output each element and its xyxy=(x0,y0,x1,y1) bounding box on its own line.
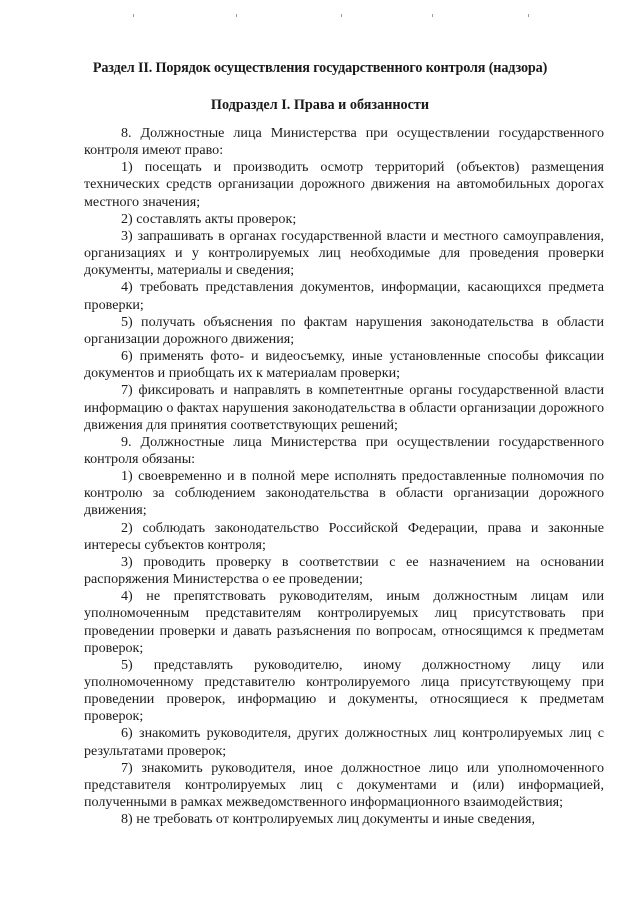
paragraph: 3) проводить проверку в соответствии с ее назначением на основании распоряжения Министерства о ее проведении; xyxy=(84,553,604,588)
paragraph: 6) применять фото- и видеосъемку, иные установленные способы фиксации документов и приобщать их к материалам проверки; xyxy=(84,348,604,382)
paragraph: 4) не препятствовать руководителям, иным должностным лицам или уполномоченным представителям контролируемых лиц присутствовать при проведении проверки и давать разъяснения по вопросам, относящимся к предметам проверок; xyxy=(84,588,604,656)
scan-mark xyxy=(341,14,342,17)
paragraph: 7) фиксировать и направлять в компетентные органы государственной власти информацию о фактах нарушения законодательства в области организации дорожного движения для принятия соответствующих решений; xyxy=(84,382,604,433)
paragraph: 5) представлять руководителю, иному должностному лицу или уполномоченному представителю контролируемого лица присутствующему при проведении проверок, информацию и документы, относящиеся к предметам проверок; xyxy=(84,656,604,725)
paragraph: 2) составлять акты проверок; xyxy=(121,210,297,227)
paragraph: 3) запрашивать в органах государственной власти и местного самоуправления, организациях и у контролируемых лиц необходимые для проведения проверки документы, материалы и сведения; xyxy=(84,227,604,279)
paragraph: 6) знакомить руководителя, других должностных лиц контролируемых лиц с результатами проверок; xyxy=(84,725,604,759)
paragraph: 1) своевременно и в полной мере исполнять предоставленные полномочия по контролю за соблюдением законодательства в области организации дорожного движения; xyxy=(84,468,604,519)
scan-mark xyxy=(432,14,433,17)
scan-mark xyxy=(236,14,237,17)
scan-mark xyxy=(133,14,134,17)
paragraph: 9. Должностные лица Министерства при осуществлении государственного контроля обязаны: xyxy=(84,433,604,467)
paragraph: 5) получать объяснения по фактам нарушения законодательства в области организации дорожного движения; xyxy=(84,313,604,347)
scan-mark xyxy=(528,14,529,17)
section-title: Раздел II. Порядок осуществления государственного контроля (надзора) xyxy=(92,60,548,76)
paragraph: 1) посещать и производить осмотр территорий (объектов) размещения технических средств организации дорожного движения на автомобильных дорогах местного значения; xyxy=(84,159,604,210)
paragraph: 7) знакомить руководителя, иное должностное лицо или уполномоченного представителя контролируемых лиц с документами и (или) информацией, полученными в рамках межведомственного информационного взаимодействия; xyxy=(84,759,604,811)
paragraph: 8. Должностные лица Министерства при осуществлении государственного контроля имеют право: xyxy=(84,125,604,159)
paragraph: 4) требовать представления документов, информации, касающихся предмета проверки; xyxy=(84,279,604,313)
paragraph: 8) не требовать от контролируемых лиц документы и иные сведения, xyxy=(121,811,535,828)
subsection-title: Подраздел I. Права и обязанности xyxy=(210,97,430,113)
paragraph: 2) соблюдать законодательство Российской Федерации, права и законные интересы субъектов контроля; xyxy=(84,519,604,553)
document-body xyxy=(84,125,604,828)
